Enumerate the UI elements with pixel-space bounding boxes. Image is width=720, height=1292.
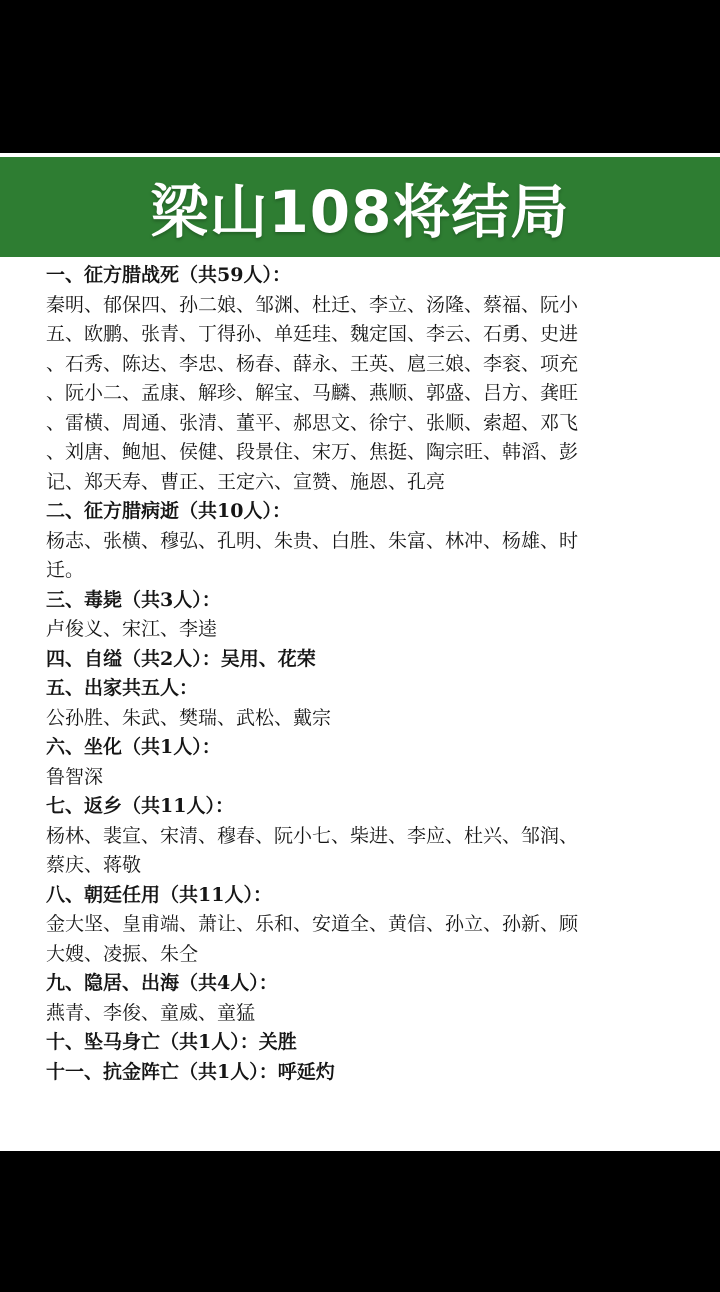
- name-list-line: 燕青、李俊、童威、童猛: [46, 1001, 256, 1024]
- name-list-line: 秦明、郁保四、孙二娘、邹渊、杜迁、李立、汤隆、蔡福、阮小: [46, 293, 579, 316]
- name-list-line: 蔡庆、蒋敬: [46, 854, 142, 876]
- section-heading: 十、坠马身亡（共1人）：关胜: [46, 1031, 297, 1053]
- document-card: [0, 153, 720, 1151]
- name-list-line: 、石秀、陈达、李忠、杨春、薛永、王英、扈三娘、李衮、项充: [46, 352, 579, 375]
- name-list-line: 记、郑天寿、曹正、王定六、宣赞、施恩、孔亮: [46, 470, 446, 493]
- section-heading: 二、征方腊病逝（共10人）：: [46, 500, 291, 522]
- section-heading: 十一、抗金阵亡（共1人）：呼延灼: [46, 1060, 335, 1083]
- page-title: 梁山108将结局: [150, 178, 570, 246]
- name-list-line: 、刘唐、鲍旭、侯健、段景住、宋万、焦挺、陶宗旺、韩滔、彭: [46, 441, 579, 463]
- section-heading: 九、隐居、出海（共4人）：: [46, 972, 278, 994]
- name-list-line: 五、欧鹏、张青、丁得孙、单廷珪、魏定国、李云、石勇、史进: [46, 323, 579, 345]
- section-heading: 八、朝廷任用（共11人）：: [46, 883, 272, 906]
- name-list-line: 杨林、裴宣、宋清、穆春、阮小七、柴进、李应、杜兴、邹润、: [46, 824, 579, 847]
- name-list-line: 、雷横、周通、张清、董平、郝思文、徐宁、张顺、索超、邓飞: [46, 411, 579, 434]
- name-list-line: 迁。: [46, 559, 85, 581]
- section-heading: 四、自缢（共2人）：吴用、花荣: [46, 647, 316, 670]
- section-heading: 一、征方腊战死（共59人）：: [46, 264, 291, 286]
- section-heading: 三、毒毙（共3人）：: [46, 588, 221, 611]
- title-banner: [0, 157, 720, 257]
- name-list-line: 、阮小二、孟康、解珍、解宝、马麟、燕顺、郭盛、吕方、龚旺: [46, 382, 579, 404]
- name-list-line: 金大坚、皇甫端、萧让、乐和、安道全、黄信、孙立、孙新、顾: [46, 913, 579, 935]
- name-list-line: 鲁智深: [46, 765, 104, 788]
- section-heading: 五、出家共五人：: [46, 677, 199, 699]
- name-list-line: 大嫂、凌振、朱仝: [46, 942, 199, 965]
- name-list-line: 杨志、张横、穆弘、孔明、朱贵、白胜、朱富、林冲、杨雄、时: [46, 529, 579, 552]
- name-list-line: 公孙胜、朱武、樊瑞、武松、戴宗: [46, 706, 332, 729]
- section-heading: 六、坐化（共1人）：: [46, 736, 221, 758]
- section-heading: 七、返乡（共11人）：: [46, 795, 234, 817]
- outcome-list: [46, 261, 686, 1087]
- name-list-line: 卢俊义、宋江、李逵: [46, 618, 218, 640]
